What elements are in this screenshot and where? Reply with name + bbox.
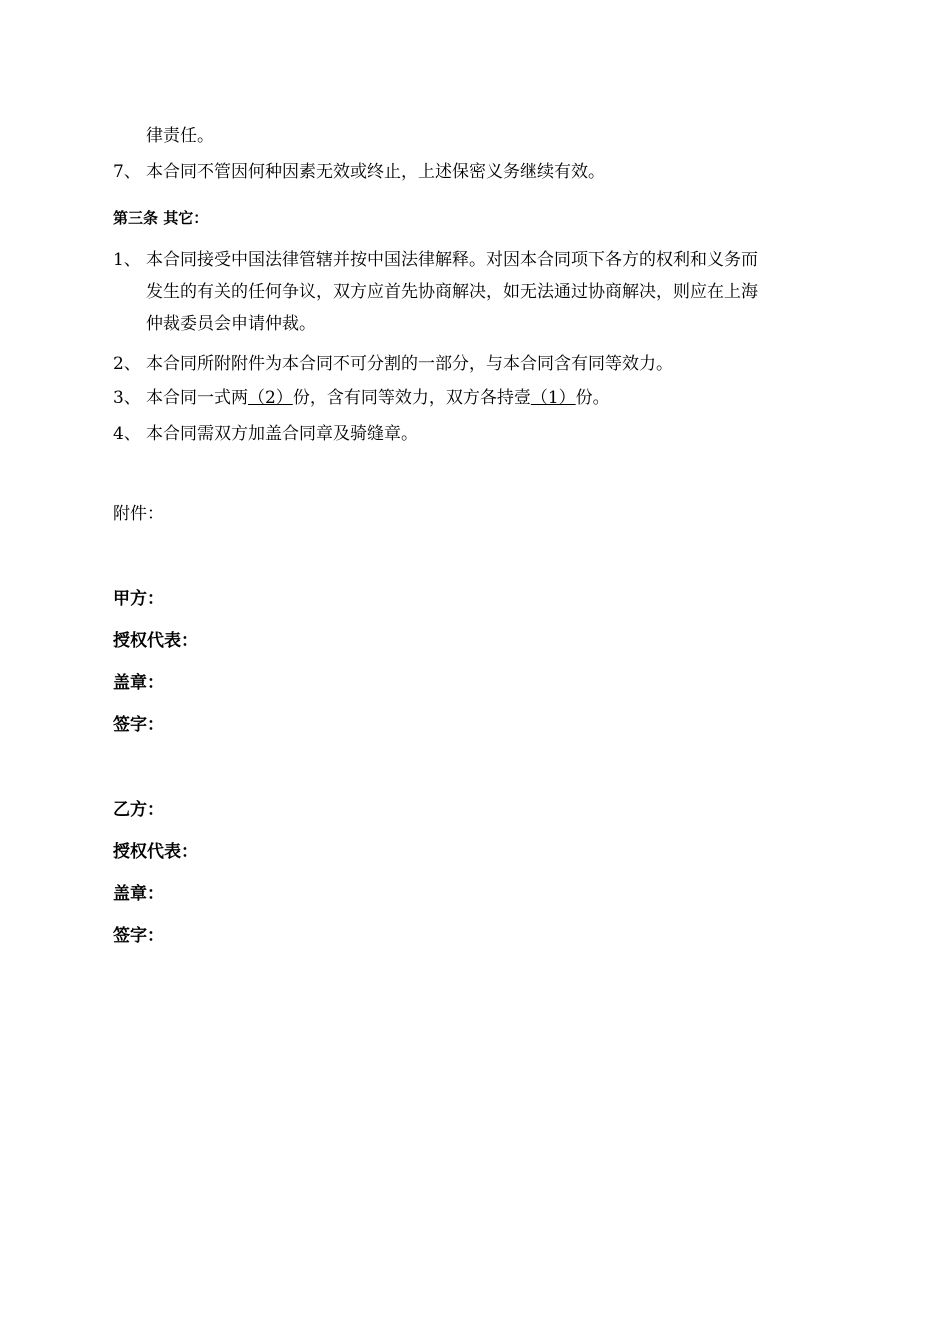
party-a-label: 甲方：	[113, 589, 164, 609]
clause2-cont-text: 律责任。	[146, 126, 214, 146]
item-number: 3、	[113, 388, 141, 408]
clause3-heading: 第三条 其它：	[113, 209, 209, 227]
item-number: 4、	[113, 424, 141, 444]
item-text	[146, 386, 610, 410]
party-b-label: 乙方：	[113, 800, 164, 820]
party-b-sign-label: 签字：	[113, 926, 164, 946]
attachment-label: 附件：	[113, 504, 164, 524]
item3-post: 份。	[575, 388, 610, 408]
item-text: 本合同需双方加盖合同章及骑缝章。	[146, 424, 418, 444]
item-number: 1、	[113, 250, 141, 270]
item-number: 2、	[113, 354, 141, 374]
item3-pre: 本合同一式两	[146, 388, 248, 408]
item-number: 7、	[113, 162, 141, 182]
party-b-seal-label: 盖章：	[113, 884, 164, 904]
item-text: 本合同接受中国法律管辖并按中国法律解释。对因本合同项下各方的权利和义务而	[146, 250, 758, 270]
party-a-rep-label: 授权代表：	[113, 631, 198, 651]
party-a-seal-label: 盖章：	[113, 673, 164, 693]
party-a-sign-label: 签字：	[113, 715, 164, 735]
copies-total: （2）	[248, 388, 293, 408]
item3-mid: 份，含有同等效力，双方各持壹	[292, 388, 531, 408]
item-text: 仲裁委员会申请仲裁。	[146, 314, 316, 334]
item-text: 发生的有关的任何争议，双方应首先协商解决，如无法通过协商解决，则应在上海	[146, 282, 758, 302]
copies-each: （1）	[530, 388, 576, 408]
item-text: 本合同所附附件为本合同不可分割的一部分，与本合同含有同等效力。	[146, 354, 673, 374]
item-text: 本合同不管因何种因素无效或终止，上述保密义务继续有效。	[146, 162, 605, 182]
party-b-rep-label: 授权代表：	[113, 842, 198, 862]
